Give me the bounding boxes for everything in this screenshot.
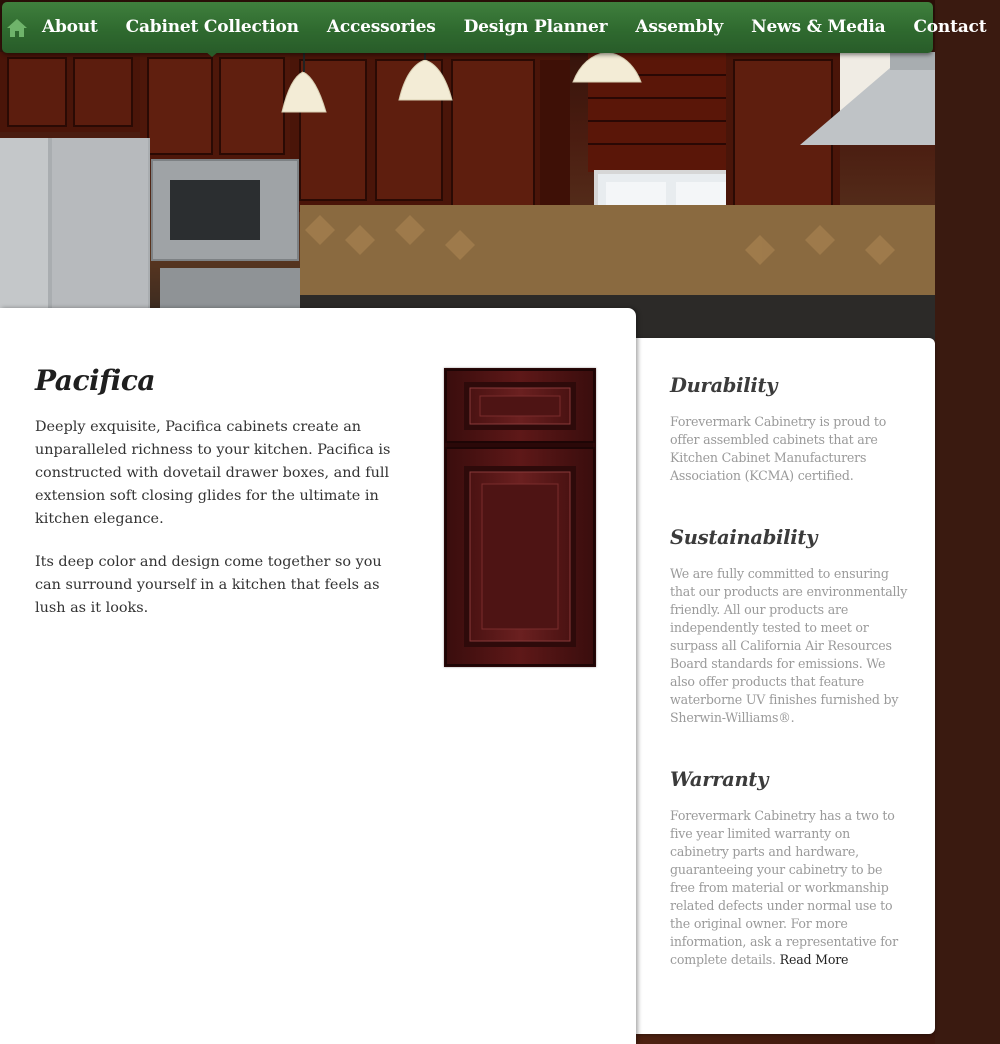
read-more-link[interactable]: Read More bbox=[779, 952, 849, 967]
feature-sustainability bbox=[670, 526, 908, 727]
product-paragraph: Its deep color and design come together so you can surround yourself in a kitchen that feels as lush as it looks. bbox=[35, 554, 382, 616]
features-sidebar bbox=[636, 338, 935, 1034]
nav-cabinet-collection[interactable]: Cabinet Collection bbox=[112, 2, 313, 53]
nav-design-planner[interactable]: Design Planner bbox=[463, 17, 608, 37]
home-icon bbox=[6, 18, 28, 38]
product-paragraph: Deeply exquisite, Pacifica cabinets create an unparalleled richness to your kitchen. Pacifica is constructed with dovetail drawer boxes, and full extension soft closing glides for the ultimate in kitchen elegance. bbox=[35, 419, 391, 527]
product-title: Pacifica bbox=[35, 364, 156, 397]
home-link[interactable] bbox=[6, 2, 28, 53]
feature-title: Warranty bbox=[670, 768, 769, 791]
cabinet-door-illustration bbox=[444, 368, 596, 667]
warranty-text: Forevermark Cabinetry has a two to five year limited warranty on cabinetry parts and hardware, guaranteeing your cabinetry to be free from material or workmanship related defects under normal use to the original owner. For more information, ask a representative for complete details. bbox=[670, 808, 898, 967]
nav-news-media[interactable]: News & Media bbox=[751, 17, 886, 37]
nav-assembly[interactable]: Assembly bbox=[635, 17, 724, 37]
feature-text: Forevermark Cabinetry is proud to offer assembled cabinets that are Kitchen Cabinet Manufacturers Association (KCMA) certified. bbox=[670, 414, 887, 483]
feature-title: Durability bbox=[670, 374, 778, 397]
nav-contact[interactable]: Contact bbox=[913, 17, 987, 37]
product-description bbox=[35, 416, 407, 620]
nav-about[interactable]: About bbox=[42, 17, 98, 37]
feature-warranty bbox=[670, 768, 908, 969]
feature-durability bbox=[670, 374, 908, 485]
feature-text bbox=[670, 807, 908, 969]
product-card bbox=[0, 308, 636, 1044]
cabinet-door-image bbox=[444, 368, 596, 667]
nav-accessories[interactable]: Accessories bbox=[326, 17, 436, 37]
main-navbar bbox=[2, 2, 987, 53]
feature-text: We are fully committed to ensuring that our products are environmentally friendly. All our products are independently tested to meet or surpass all California Air Resources Board standards for emissions. We also offer products that feature waterborne UV finishes furnished by Sherwin-Williams®. bbox=[670, 566, 908, 725]
feature-title: Sustainability bbox=[670, 526, 818, 549]
